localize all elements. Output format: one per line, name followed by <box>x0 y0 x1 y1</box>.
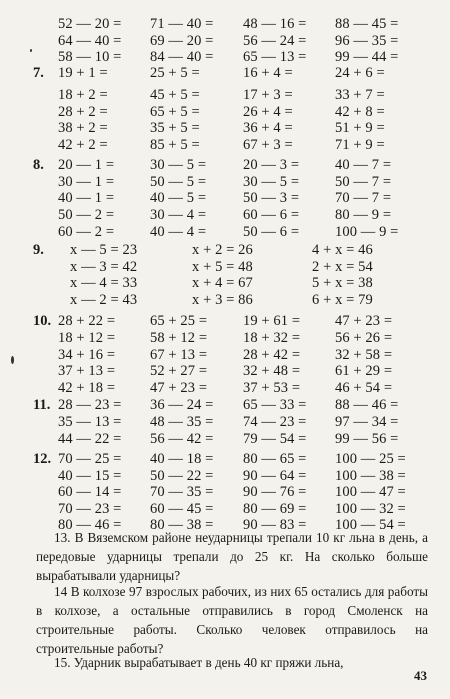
arithmetic-example: 42 + 2 = <box>58 137 108 154</box>
arithmetic-example: 52 — 20 = <box>58 16 122 32</box>
margin-speck <box>30 49 32 52</box>
arithmetic-example: 64 — 40 = <box>58 32 122 49</box>
arithmetic-example: 35 — 13 = <box>58 413 122 430</box>
arithmetic-example: 40 — 4 = <box>150 223 207 240</box>
arithmetic-example: 25 + 5 = <box>150 65 200 81</box>
arithmetic-example: 40 — 18 = <box>150 451 214 467</box>
arithmetic-example: 100 — 47 = <box>335 484 406 501</box>
exercise-number: 8. <box>33 157 44 173</box>
arithmetic-example: 65 — 13 = <box>243 49 307 66</box>
arithmetic-example: x — 5 = 23 <box>70 242 138 258</box>
arithmetic-example: 58 — 10 = <box>58 49 122 66</box>
problem-text: В колхозе 97 взрослых рабочих, из них 65 остались для работы в колхозе, а остальные отправились в город Смоленск на строительные работы. Сколько человек отправилось на строительные работы? <box>36 584 428 656</box>
arithmetic-example: 30 — 5 = <box>150 157 207 173</box>
word-problem <box>36 582 428 658</box>
arithmetic-example: 38 + 2 = <box>58 120 108 137</box>
arithmetic-example: 48 — 16 = <box>243 16 307 32</box>
arithmetic-example: 42 + 8 = <box>335 103 385 120</box>
arithmetic-example: 40 — 1 = <box>58 190 115 207</box>
arithmetic-example: 96 — 35 = <box>335 32 399 49</box>
arithmetic-example: 6 + x = 79 <box>312 291 373 308</box>
arithmetic-example: 40 — 7 = <box>335 157 392 173</box>
exercise-number: 7. <box>33 65 44 81</box>
arithmetic-example: 18 + 2 = <box>58 87 108 103</box>
arithmetic-example: 36 — 24 = <box>150 397 214 413</box>
page-number: 43 <box>414 668 427 683</box>
arithmetic-example: 5 + x = 38 <box>312 275 373 291</box>
arithmetic-example: 30 — 5 = <box>243 173 300 190</box>
arithmetic-example: 80 — 38 = <box>150 517 214 534</box>
arithmetic-example: 67 + 3 = <box>243 137 293 154</box>
exercise-number: 9. <box>33 242 44 258</box>
exercise-number: 10. <box>33 313 52 329</box>
arithmetic-example: 100 — 25 = <box>335 451 406 467</box>
arithmetic-example: 51 + 9 = <box>335 120 385 137</box>
exercise-number: 12. <box>33 451 52 467</box>
arithmetic-example: 56 + 26 = <box>335 329 393 346</box>
arithmetic-example: 28 + 2 = <box>58 103 108 120</box>
arithmetic-example: 84 — 40 = <box>150 49 214 66</box>
arithmetic-example: 32 + 58 = <box>335 346 393 363</box>
arithmetic-example: 80 — 69 = <box>243 500 307 517</box>
arithmetic-example: 70 — 35 = <box>150 484 214 501</box>
arithmetic-example: 30 — 4 = <box>150 207 207 224</box>
arithmetic-example: 28 — 23 = <box>58 397 122 413</box>
arithmetic-example: 17 + 3 = <box>243 87 293 103</box>
arithmetic-example: 65 + 25 = <box>150 313 208 329</box>
arithmetic-example: 60 — 14 = <box>58 484 122 501</box>
arithmetic-example: 56 — 24 = <box>243 32 307 49</box>
arithmetic-example: 34 + 16 = <box>58 346 116 363</box>
arithmetic-example: 60 — 6 = <box>243 207 300 224</box>
arithmetic-example: 79 — 54 = <box>243 430 307 447</box>
arithmetic-example: 2 + x = 54 <box>312 258 373 275</box>
arithmetic-example: x — 3 = 42 <box>70 258 138 275</box>
arithmetic-example: 100 — 38 = <box>335 467 406 484</box>
margin-speck <box>11 356 14 364</box>
arithmetic-example: 50 — 22 = <box>150 467 214 484</box>
arithmetic-example: 52 + 27 = <box>150 363 208 380</box>
arithmetic-example: 67 + 13 = <box>150 346 208 363</box>
arithmetic-example: 32 + 48 = <box>243 363 301 380</box>
arithmetic-example: 45 + 5 = <box>150 87 200 103</box>
problem-number: 15. <box>54 655 71 670</box>
arithmetic-example: 46 + 54 = <box>335 380 393 397</box>
arithmetic-example: 65 — 33 = <box>243 397 307 413</box>
arithmetic-example: 28 + 42 = <box>243 346 301 363</box>
arithmetic-example: 65 + 5 = <box>150 103 200 120</box>
arithmetic-example: 20 — 3 = <box>243 157 300 173</box>
word-problem <box>36 528 428 585</box>
arithmetic-example: x — 2 = 43 <box>70 291 138 308</box>
arithmetic-example: 30 — 1 = <box>58 173 115 190</box>
arithmetic-example: 71 + 9 = <box>335 137 385 154</box>
arithmetic-example: 50 — 2 = <box>58 207 115 224</box>
arithmetic-example: 69 — 20 = <box>150 32 214 49</box>
arithmetic-example: 61 + 29 = <box>335 363 393 380</box>
arithmetic-example: 60 — 45 = <box>150 500 214 517</box>
arithmetic-example: 40 — 5 = <box>150 190 207 207</box>
arithmetic-example: 70 — 7 = <box>335 190 392 207</box>
arithmetic-example: 60 — 2 = <box>58 223 115 240</box>
arithmetic-example: 90 — 76 = <box>243 484 307 501</box>
arithmetic-example: 74 — 23 = <box>243 413 307 430</box>
arithmetic-example: 26 + 4 = <box>243 103 293 120</box>
problem-text: Ударник вырабатывает в день 40 кг пряжи льна, <box>73 655 344 670</box>
arithmetic-example: 99 — 44 = <box>335 49 399 66</box>
arithmetic-example: 19 + 61 = <box>243 313 301 329</box>
arithmetic-example: 4 + x = 46 <box>312 242 373 258</box>
arithmetic-example: 90 — 83 = <box>243 517 307 534</box>
arithmetic-example: 47 + 23 = <box>335 313 393 329</box>
arithmetic-example: 18 + 32 = <box>243 329 301 346</box>
arithmetic-example: 88 — 45 = <box>335 16 399 32</box>
arithmetic-example: 70 — 25 = <box>58 451 122 467</box>
arithmetic-example: 80 — 9 = <box>335 207 392 224</box>
arithmetic-example: 16 + 4 = <box>243 65 293 81</box>
arithmetic-example: 36 + 4 = <box>243 120 293 137</box>
arithmetic-example: x — 4 = 33 <box>70 275 138 291</box>
arithmetic-example: 50 — 6 = <box>243 223 300 240</box>
arithmetic-example: 58 + 12 = <box>150 329 208 346</box>
arithmetic-example: 100 — 54 = <box>335 517 406 534</box>
arithmetic-example: 50 — 3 = <box>243 190 300 207</box>
arithmetic-example: 28 + 22 = <box>58 313 116 329</box>
arithmetic-example: 99 — 56 = <box>335 430 399 447</box>
arithmetic-example: 48 — 35 = <box>150 413 214 430</box>
arithmetic-example: 50 — 5 = <box>150 173 207 190</box>
arithmetic-example: 80 — 46 = <box>58 517 122 534</box>
arithmetic-example: 24 + 6 = <box>335 65 385 81</box>
exercise-number: 11. <box>33 397 51 413</box>
arithmetic-example: 19 + 1 = <box>58 65 108 81</box>
arithmetic-example: 90 — 64 = <box>243 467 307 484</box>
arithmetic-example: 70 — 23 = <box>58 500 122 517</box>
arithmetic-example: x + 5 = 48 <box>192 258 253 275</box>
problem-number: 13. <box>54 530 71 545</box>
arithmetic-example: 85 + 5 = <box>150 137 200 154</box>
problem-text: В Вяземском районе неударницы трепали 10 кг льна в день, а передовые ударницы трепали до 25 кг. На сколько больше вырабатывали ударницы? <box>36 530 429 583</box>
arithmetic-example: 18 + 12 = <box>58 329 116 346</box>
arithmetic-example: 20 — 1 = <box>58 157 115 173</box>
arithmetic-example: 88 — 46 = <box>335 397 399 413</box>
arithmetic-example: 100 — 32 = <box>335 500 406 517</box>
arithmetic-example: 71 — 40 = <box>150 16 214 32</box>
arithmetic-example: 35 + 5 = <box>150 120 200 137</box>
arithmetic-example: 80 — 65 = <box>243 451 307 467</box>
arithmetic-example: x + 3 = 86 <box>192 291 253 308</box>
arithmetic-example: 44 — 22 = <box>58 430 122 447</box>
arithmetic-example: 50 — 7 = <box>335 173 392 190</box>
arithmetic-example: 37 + 53 = <box>243 380 301 397</box>
problem-number: 14 <box>54 584 68 599</box>
arithmetic-example: 42 + 18 = <box>58 380 116 397</box>
arithmetic-example: 33 + 7 = <box>335 87 385 103</box>
arithmetic-example: x + 4 = 67 <box>192 275 253 291</box>
arithmetic-example: 56 — 42 = <box>150 430 214 447</box>
arithmetic-example: 40 — 15 = <box>58 467 122 484</box>
arithmetic-example: 47 + 23 = <box>150 380 208 397</box>
word-problem <box>36 653 428 672</box>
arithmetic-example: 37 + 13 = <box>58 363 116 380</box>
arithmetic-example: 97 — 34 = <box>335 413 399 430</box>
arithmetic-example: 100 — 9 = <box>335 223 399 240</box>
arithmetic-example: x + 2 = 26 <box>192 242 253 258</box>
